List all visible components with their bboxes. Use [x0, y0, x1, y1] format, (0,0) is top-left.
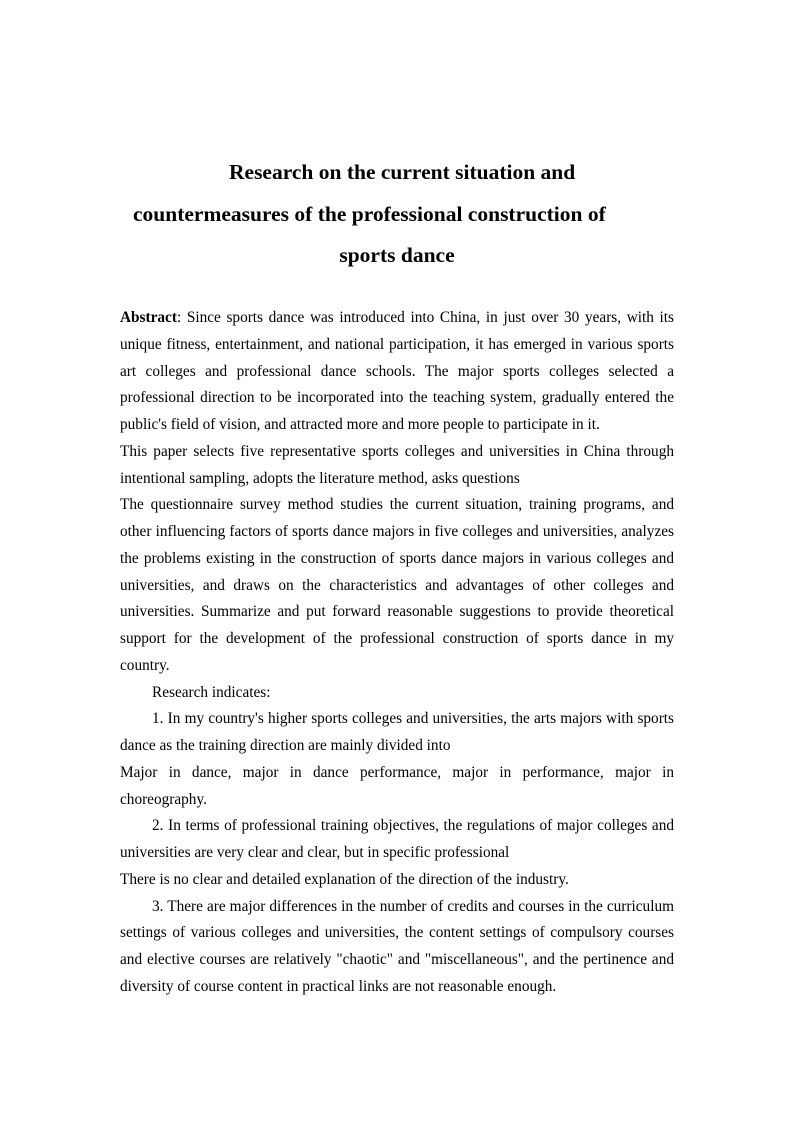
- finding-2-continued: There is no clear and detailed explanation of the direction of the industry.: [120, 870, 569, 888]
- title-line-2: countermeasures of the professional construction of: [133, 201, 606, 226]
- abstract-paragraph: [120, 305, 674, 439]
- finding-3: 3. There are major differences in the number of credits and courses in the curriculum settings of various colleges and universities, the content settings of compulsory courses and elective courses are relatively "chaotic" and "miscellaneous", and the pertinence and diversity of course content in practical links are not reasonable enough.: [120, 897, 674, 995]
- paragraph-research-indicates: Research indicates:: [152, 683, 271, 701]
- title-line-1: Research on the current situation and: [229, 160, 576, 184]
- finding-1-continued: Major in dance, major in dance performance, major in performance, major in choreography.: [120, 763, 674, 808]
- abstract-text: : Since sports dance was introduced into China, in just over 30 years, with its unique fitness, entertainment, and national participation, it has emerged in various sports art colleges and professional dance schools. The major sports colleges selected a professional direction to be incorporated into the teaching system, gradually entered the public's field of vision, and attracted more and more people to participate in it.: [120, 309, 674, 433]
- title-line-3: sports dance: [339, 243, 455, 267]
- document-title: [120, 152, 674, 277]
- paragraph-questionnaire: The questionnaire survey method studies the current situation, training programs, and other influencing factors of sports dance majors in five colleges and universities, analyzes the problems existing in the construction of sports dance majors in various colleges and universities, and draws on the characteristics and advantages of other colleges and universities. Summarize and put forward reasonable suggestions to provide theoretical support for the development of the professional construction of sports dance in my country.: [120, 496, 674, 674]
- abstract-label: Abstract: [120, 309, 177, 326]
- abstract-body: [120, 305, 674, 1001]
- paragraph-sampling: This paper selects five representative sports colleges and universities in China through intentional sampling, adopts the literature method, asks questions: [120, 442, 674, 487]
- finding-2: 2. In terms of professional training objectives, the regulations of major colleges and universities are very clear and clear, but in specific professional: [120, 817, 674, 861]
- finding-1: 1. In my country's higher sports colleges and universities, the arts majors with sports dance as the training direction are mainly divided into: [120, 710, 674, 754]
